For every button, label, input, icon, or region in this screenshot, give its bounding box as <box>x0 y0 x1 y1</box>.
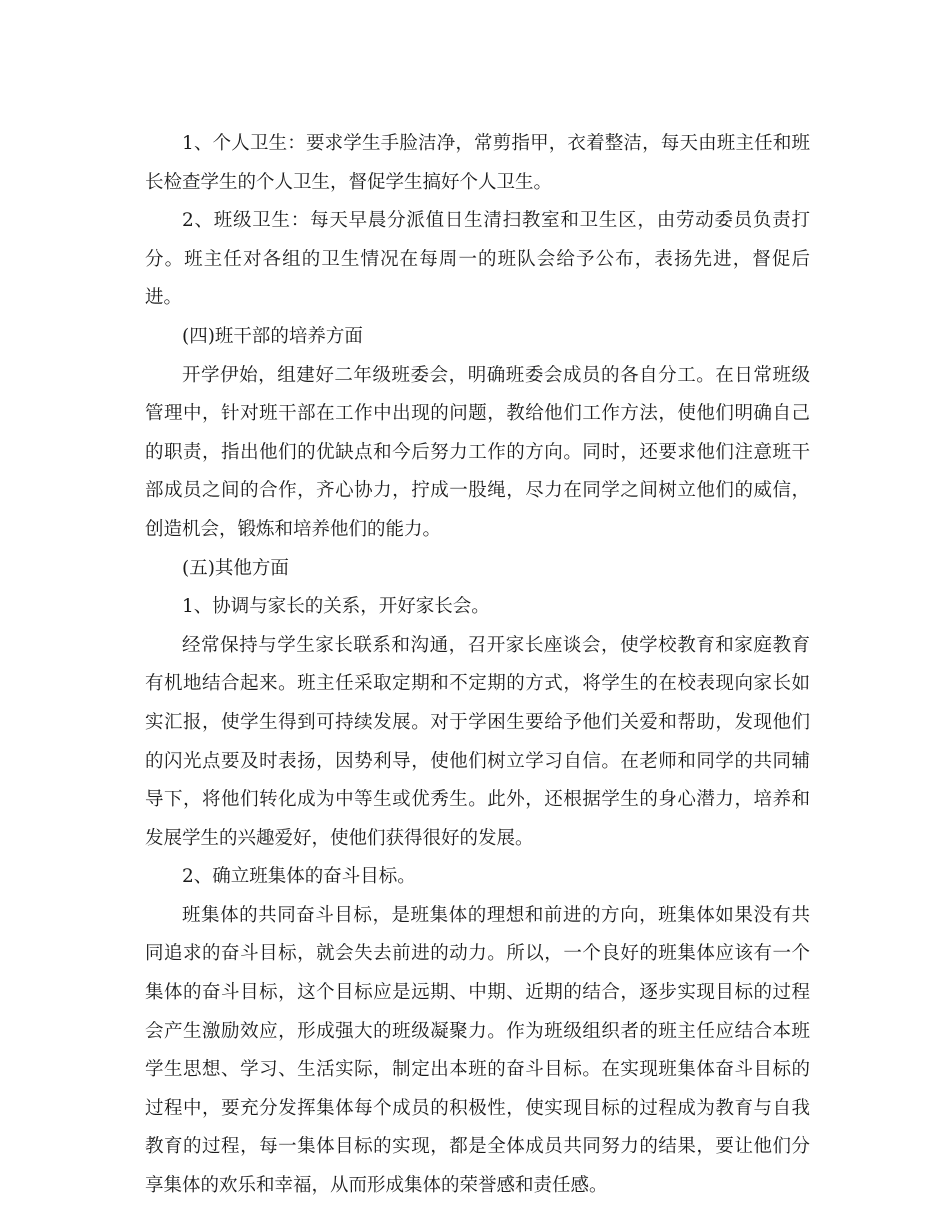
section-heading-class-cadres: (四)班干部的培养方面 <box>182 325 363 347</box>
paragraph-personal-hygiene: 1、个人卫生：要求学生手脸洁净，常剪指甲，衣着整洁，每天由班主任和班长检查学生的个人卫生，督促学生搞好个人卫生。 <box>145 133 810 193</box>
paragraph-parent-relations: 经常保持与学生家长联系和沟通，召开家长座谈会，使学校教育和家庭教育有机地结合起来。班主任采取定期和不定期的方式，将学生的在校表现向家长如实汇报，使学生得到可持续发展。对于学困生要给予他们关爱和帮助，发现他们的闪光点要及时表扬，因势利导，使他们树立学习自信。在老师和同学的共同辅导下，将他们转化成为中等生或优秀生。此外，还根据学生的身心潜力，培养和发展学生的兴趣爱好，使他们获得很好的发展。 <box>145 634 810 849</box>
document-page <box>145 125 810 1206</box>
paragraph-class-goals: 班集体的共同奋斗目标，是班集体的理想和前进的方向，班集体如果没有共同追求的奋斗目标，就会失去前进的动力。所以，一个良好的班集体应该有一个集体的奋斗目标，这个目标应是远期、中期、近期的结合，逐步实现目标的过程会产生激励效应，形成强大的班级凝聚力。作为班级组织者的班主任应结合本班学生思想、学习、生活实际，制定出本班的奋斗目标。在实现班集体奋斗目标的过程中，要充分发挥集体每个成员的积极性，使实现目标的过程成为教育与自我教育的过程，每一集体目标的实现，都是全体成员共同努力的结果，要让他们分享集体的欢乐和幸福，从而形成集体的荣誉感和责任感。 <box>145 904 810 1197</box>
section-heading-other-aspects: (五)其他方面 <box>182 557 289 579</box>
paragraph-class-hygiene: 2、班级卫生：每天早晨分派值日生清扫教室和卫生区，由劳动委员负责打分。班主任对各组的卫生情况在每周一的班队会给予公布，表扬先进，督促后进。 <box>145 210 810 309</box>
subheading-parent-relations: 1、协调与家长的关系，开好家长会。 <box>182 596 490 618</box>
subheading-class-goals: 2、确立班集体的奋斗目标。 <box>182 866 416 888</box>
paragraph-class-cadres: 开学伊始，组建好二年级班委会，明确班委会成员的各自分工。在日常班级管理中，针对班干部在工作中出现的问题，教给他们工作方法，使他们明确自己的职责，指出他们的优缺点和今后努力工作的方向。同时，还要求他们注意班干部成员之间的合作，齐心协力，拧成一股绳，尽力在同学之间树立他们的威信，创造机会，锻炼和培养他们的能力。 <box>145 364 810 540</box>
